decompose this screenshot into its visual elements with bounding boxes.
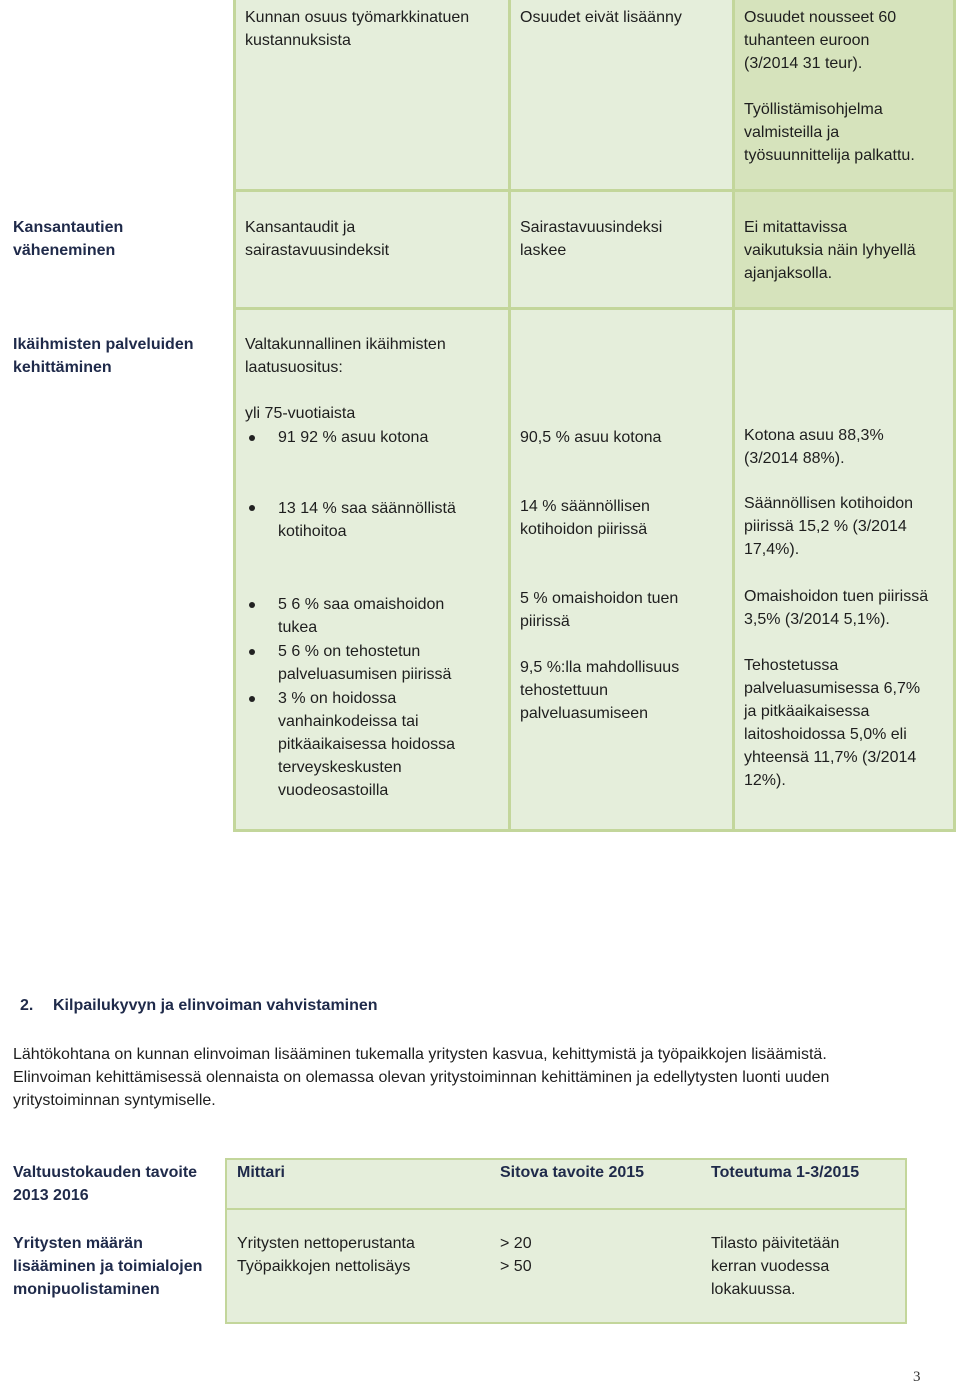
section-number: 2. — [20, 997, 34, 1014]
elderly-target-4: 9,5 %:lla mahdollisuus tehostettuun palveluasumiseen — [520, 659, 680, 722]
elderly-outcome-4: Tehostetussa palveluasumisessa 6,7% ja pitkäaikaisessa laitoshoidossa 5,0% eli yhteensä 11,7% (3/2014 12%). — [744, 657, 921, 789]
disease-measure: Kansantaudit ja sairastavuusindeksit — [245, 219, 390, 259]
elderly-target-1: 90,5 % asuu kotona — [520, 429, 662, 446]
table2-border-mid — [225, 1208, 907, 1210]
page-number: 3 — [913, 1369, 921, 1385]
elderly-bullet-1: 91 92 % asuu kotona — [278, 429, 429, 446]
table2-border-top — [225, 1158, 907, 1160]
elderly-bullet-5: 3 % on hoidossa vanhainkodeissa tai pitkäaikaisessa hoidossa terveyskeskusten vuodeosastoilla — [278, 690, 455, 799]
table2-row-measure: Yritysten nettoperustanta Työpaikkojen nettolisäys — [237, 1235, 415, 1275]
bullet-dot — [249, 696, 255, 702]
table2-border-left — [225, 1158, 227, 1324]
workforce-measure: Kunnan osuus työmarkkinatuen kustannuksista — [245, 9, 470, 49]
table2-header-outcome: Toteutuma 1-3/2015 — [711, 1164, 860, 1181]
table-border-col2 — [508, 0, 511, 832]
bullet-dot — [249, 435, 255, 441]
bullet-dot — [249, 602, 255, 608]
table2-border-right — [905, 1158, 907, 1324]
elderly-outcome-3: Omaishoidon tuen piirissä 3,5% (3/2014 5,1%). — [744, 588, 929, 628]
elderly-bullet-3: 5 6 % saa omaishoidon tukea — [278, 596, 445, 636]
table-border-col3 — [732, 0, 735, 832]
elderly-outcome-1: Kotona asuu 88,3% (3/2014 88%). — [744, 427, 884, 467]
elderly-outcome-2: Säännöllisen kotihoidon piirissä 15,2 % (3/2014 17,4%). — [744, 495, 914, 558]
table2-header-goal: Valtuustokauden tavoite 2013 2016 — [13, 1164, 198, 1204]
bullet-dot — [249, 505, 255, 511]
table2-header-measure: Mittari — [237, 1164, 285, 1181]
disease-outcome: Ei mitattavissa vaikutuksia näin lyhyellä ajanjaksolla. — [744, 219, 916, 282]
elderly-target-2: 14 % säännöllisen kotihoidon piirissä — [520, 498, 650, 538]
table-border-row2 — [233, 307, 956, 310]
table-border-row1 — [233, 189, 956, 192]
elderly-goal: Ikäihmisten palveluiden kehittäminen — [13, 336, 194, 376]
workforce-outcome: Osuudet nousseet 60 tuhanteen euroon (3/2014 31 teur). Työllistämisohjelma valmisteilla ja työsuunnittelija palkattu. — [744, 9, 915, 164]
table2-row-outcome: Tilasto päivitetään kerran vuodessa lokakuussa. — [711, 1235, 840, 1298]
disease-target: Sairastavuusindeksi laskee — [520, 219, 663, 259]
elderly-measure-group: yli 75-vuotiaista — [245, 405, 356, 422]
table-border-left — [233, 0, 236, 832]
elderly-bullet-2: 13 14 % saa säännöllistä kotihoitoa — [278, 500, 456, 540]
table-border-bottom — [233, 829, 956, 832]
table2-row-goal: Yritysten määrän lisääminen ja toimialojen monipuolistaminen — [13, 1235, 203, 1298]
section-heading: Kilpailukyvyn ja elinvoiman vahvistaminen — [53, 997, 378, 1014]
table2-row-target: > 20 > 50 — [500, 1235, 532, 1275]
workforce-target: Osuudet eivät lisäänny — [520, 9, 682, 26]
elderly-target-3: 5 % omaishoidon tuen piirissä — [520, 590, 679, 630]
elderly-measure-intro: Valtakunnallinen ikäihmisten laatusuositus: — [245, 336, 446, 376]
table-border-right — [953, 0, 956, 832]
section-paragraph: Lähtökohtana on kunnan elinvoiman lisääminen tukemalla yritysten kasvua, kehittymistä ja työpaikkojen lisäämistä. Elinvoiman kehittämisessä olennaista on olemassa olevan yritystoiminnan kehittäminen ja edellytysten luonti uuden yritystoiminnan syntymiselle. — [13, 1046, 830, 1109]
disease-goal: Kansantautien väheneminen — [13, 219, 124, 259]
table2-header-target: Sitova tavoite 2015 — [500, 1164, 645, 1181]
elderly-bullet-4: 5 6 % on tehostetun palveluasumisen piirissä — [278, 643, 452, 683]
bullet-dot — [249, 649, 255, 655]
table2-border-bottom — [225, 1322, 907, 1324]
